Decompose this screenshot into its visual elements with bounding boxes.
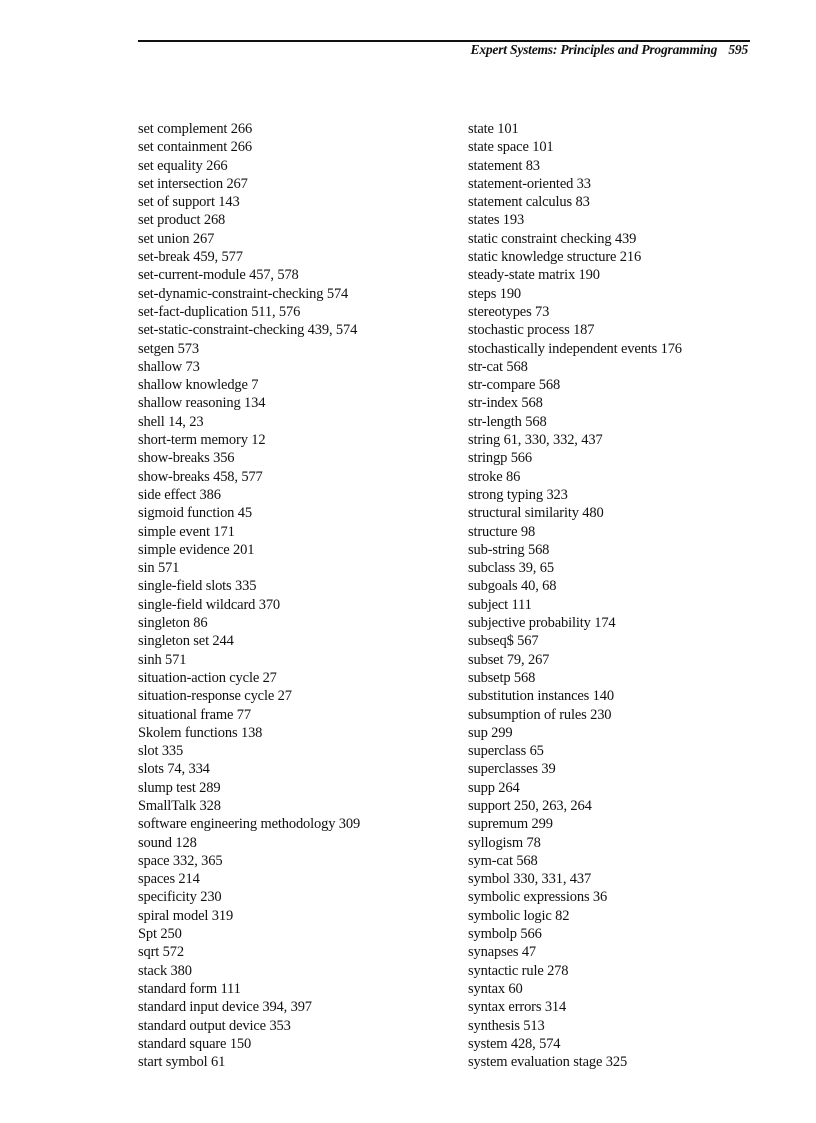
index-entry: single-field slots 335 — [138, 578, 257, 595]
index-entry: slots 74, 334 — [138, 761, 210, 778]
index-entry: statement-oriented 33 — [468, 175, 591, 192]
index-entry: stroke 86 — [468, 468, 521, 485]
index-entry: state 101 — [468, 121, 519, 137]
index-entry: set of support 143 — [138, 194, 240, 211]
index-entry: slot 335 — [138, 743, 184, 760]
index-entry: standard form 111 — [138, 980, 241, 997]
index-entry: simple evidence 201 — [138, 541, 255, 558]
index-entry: standard square 150 — [138, 1035, 252, 1052]
index-entry: superclasses 39 — [468, 761, 556, 778]
index-entry: single-field wildcard 370 — [138, 596, 281, 613]
index-entry: system evaluation stage 325 — [468, 1054, 628, 1071]
index-entry: shallow knowledge 7 — [138, 377, 259, 394]
index-entry: set-fact-duplication 511, 576 — [138, 303, 301, 320]
index-entry: situation-response cycle 27 — [138, 688, 292, 705]
index-entry: stack 380 — [138, 962, 192, 979]
index-entry: subjective probability 174 — [468, 615, 616, 632]
index-entry: situational frame 77 — [138, 706, 251, 723]
index-entry: side effect 386 — [138, 486, 221, 503]
index-entry: symbolic logic 82 — [468, 907, 570, 924]
index-entry: symbolic expressions 36 — [468, 889, 608, 906]
index-entry: supremum 299 — [468, 816, 553, 833]
index-entry: subseq$ 567 — [468, 633, 539, 650]
running-head — [471, 42, 748, 58]
index-entry: set product 268 — [138, 212, 226, 229]
index-entry: str-compare 568 — [468, 377, 561, 394]
index-entry: string 61, 330, 332, 437 — [468, 432, 603, 449]
index-entry: stochastically independent events 176 — [468, 340, 682, 357]
index-entry: shallow 73 — [138, 358, 200, 375]
index-entry: subgoals 40, 68 — [468, 578, 557, 595]
index-entry: sup 299 — [468, 724, 513, 741]
index-entry: standard output device 353 — [138, 1017, 291, 1034]
index-entry: setgen 573 — [138, 340, 199, 357]
index-entry: specificity 230 — [138, 889, 222, 906]
index-entry: sin 571 — [138, 560, 180, 577]
index-column-right — [468, 120, 768, 1071]
index-entry: sinh 571 — [138, 651, 187, 668]
index-entry: set-dynamic-constraint-checking 574 — [138, 285, 349, 302]
index-entry: sigmoid function 45 — [138, 505, 252, 522]
index-entry: subset 79, 267 — [468, 651, 550, 668]
index-entry: strong typing 323 — [468, 486, 568, 503]
index-entry: subsumption of rules 230 — [468, 706, 612, 723]
index-entry: str-index 568 — [468, 395, 543, 412]
index-entry: synthesis 513 — [468, 1017, 545, 1034]
index-entry: set intersection 267 — [138, 175, 248, 192]
index-entry: statement 83 — [468, 157, 540, 174]
index-entry: structural similarity 480 — [468, 505, 604, 522]
index-entry: standard input device 394, 397 — [138, 999, 312, 1016]
index-entry: supp 264 — [468, 779, 520, 796]
index-entry: syllogism 78 — [468, 834, 541, 851]
index-entry: space 332, 365 — [138, 852, 223, 869]
index-entry: static constraint checking 439 — [468, 230, 637, 247]
book-title: Expert Systems: Principles and Programming — [470, 42, 718, 57]
index-entry: synapses 47 — [468, 944, 537, 961]
index-entry: shell 14, 23 — [138, 413, 204, 430]
index-entry: str-cat 568 — [468, 358, 528, 375]
index-entry: spaces 214 — [138, 871, 200, 888]
index-entry: set complement 266 — [138, 121, 253, 137]
index-entry: state space 101 — [468, 139, 554, 156]
index-entry: SmallTalk 328 — [138, 797, 221, 814]
index-entry: syntactic rule 278 — [468, 962, 569, 979]
index-entry: symbolp 566 — [468, 926, 542, 943]
page-number: 595 — [728, 42, 748, 57]
index-entry: statement calculus 83 — [468, 194, 590, 211]
index-entry: spiral model 319 — [138, 907, 234, 924]
index-entry: shallow reasoning 134 — [138, 395, 266, 412]
index-entry: syntax 60 — [468, 980, 523, 997]
index-entry: steady-state matrix 190 — [468, 267, 600, 284]
index-entry: system 428, 574 — [468, 1035, 561, 1052]
index-entry: subject 111 — [468, 596, 532, 613]
index-entry: Spt 250 — [138, 926, 182, 943]
index-entry: singleton set 244 — [138, 633, 234, 650]
index-entry: set-static-constraint-checking 439, 574 — [138, 322, 358, 339]
index-entry: str-length 568 — [468, 413, 547, 430]
index-entry: static knowledge structure 216 — [468, 249, 642, 266]
index-entry: superclass 65 — [468, 743, 544, 760]
index-entry: sound 128 — [138, 834, 197, 851]
index-entry: stochastic process 187 — [468, 322, 595, 339]
index-entry: syntax errors 314 — [468, 999, 567, 1016]
index-entry: set equality 266 — [138, 157, 228, 174]
index-entry: sym-cat 568 — [468, 852, 538, 869]
index-entry: software engineering methodology 309 — [138, 816, 361, 833]
index-entry: show-breaks 458, 577 — [138, 468, 263, 485]
index-entry: set union 267 — [138, 230, 215, 247]
index-entry: sqrt 572 — [138, 944, 184, 961]
index-entry: set-break 459, 577 — [138, 249, 243, 266]
index-entry: short-term memory 12 — [138, 432, 266, 449]
index-entry: subsetp 568 — [468, 669, 536, 686]
index-entry: support 250, 263, 264 — [468, 797, 592, 814]
index-entry: steps 190 — [468, 285, 522, 302]
index-entry: symbol 330, 331, 437 — [468, 871, 592, 888]
index-entry: singleton 86 — [138, 615, 208, 632]
index-entry: states 193 — [468, 212, 525, 229]
index-entry: stereotypes 73 — [468, 303, 550, 320]
index-entry: situation-action cycle 27 — [138, 669, 277, 686]
index-entry: structure 98 — [468, 523, 536, 540]
index-entry: sub-string 568 — [468, 541, 550, 558]
index-entry: set-current-module 457, 578 — [138, 267, 299, 284]
index-column-left — [138, 120, 458, 1071]
index-entry: show-breaks 356 — [138, 450, 235, 467]
index-entry: subclass 39, 65 — [468, 560, 554, 577]
index-entry: start symbol 61 — [138, 1054, 226, 1071]
index-entry: set containment 266 — [138, 139, 252, 156]
index-entry: stringp 566 — [468, 450, 533, 467]
index-entry: substitution instances 140 — [468, 688, 614, 705]
index-entry: Skolem functions 138 — [138, 724, 263, 741]
index-entry: slump test 289 — [138, 779, 221, 796]
index-entry: simple event 171 — [138, 523, 235, 540]
